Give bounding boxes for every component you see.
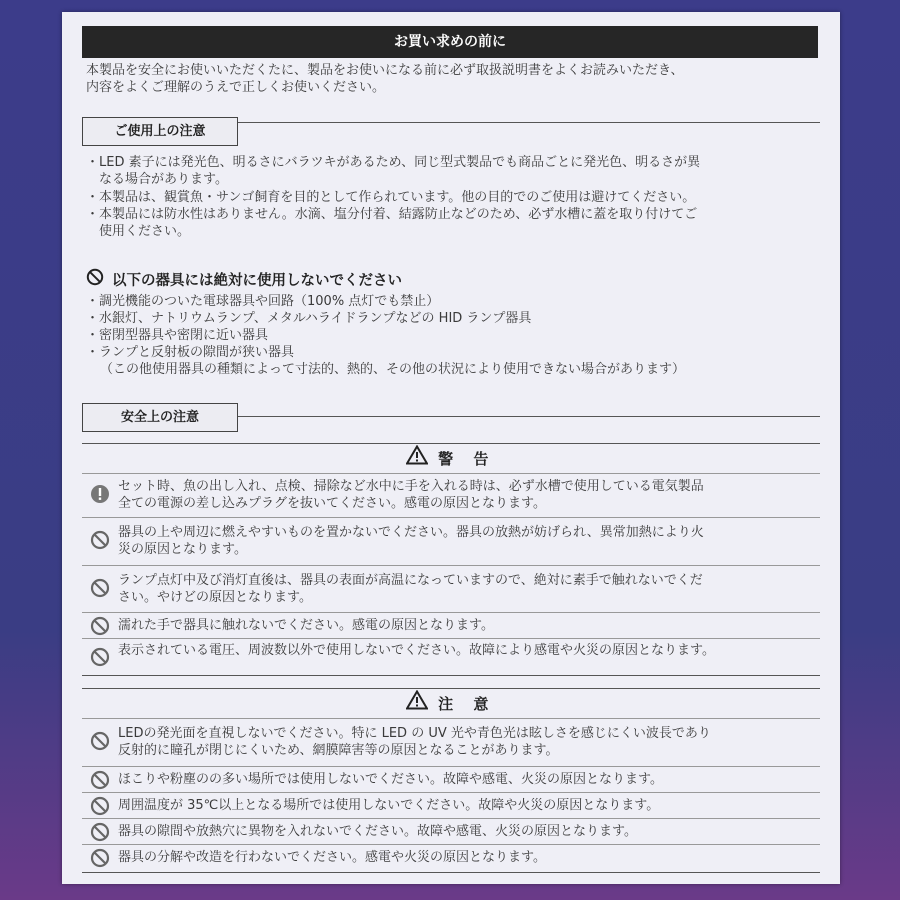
warning-title-text: 警 告 [438,450,496,468]
prohibition-icon [90,731,110,755]
caution-item: 器具の隙間や放熱穴に異物を入れないでください。故障や感電、火災の原因となります。 [82,818,820,845]
warning-box-top [82,443,820,444]
section-header-before-purchase: お買い求めの前に [82,26,818,58]
caution-box-bottom [82,872,820,873]
prohibition-icon [86,268,104,290]
exclamation-icon [90,484,110,508]
warning-box-bottom [82,675,820,676]
caution-title-text: 注 意 [438,695,496,713]
caution-item: 周囲温度が 35℃以上となる場所では使用しないでください。故障や火災の原因となります。 [82,792,820,819]
caution-item: LEDの発光面を直視しないでください。特に LED の UV 光や青色光は眩しさを感じにくい波長であり 反射的に瞳孔が閉じにくいため、網膜障害等の原因となることがあります。 [82,718,820,763]
instruction-sheet [62,12,840,884]
caution-item: 器具の分解や改造を行わないでください。感電や火災の原因となります。 [82,844,820,871]
prohibited-item: ・密閉型器具や密閉に近い器具 [86,328,269,343]
usage-item: ・LED 素子には発光色、明るさにバラツキがあるため、同じ型式製品でも商品ごとに発光色、明るさが異 なる場合があります。 [86,155,701,187]
caution-box-top [82,688,820,689]
safety-notes-label: 安全上の注意 [82,403,238,432]
prohibited-item: ・ランプと反射板の隙間が狭い器具 [86,345,295,360]
prohibited-heading-text: 以下の器具には絶対に使用しないでください [112,272,402,289]
warning-item: ランプ点灯中及び消灯直後は、器具の表面が高温になっていますので、絶対に素手で触れないでくだ さい。やけどの原因となります。 [82,565,820,610]
usage-item: ・本製品は、観賞魚・サンゴ飼育を目的として作られています。他の目的でのご使用は避けてください。 [86,190,696,205]
warning-item: 器具の上や周辺に燃えやすいものを置かないでください。器具の放熱が妨げられ、異常加熱により火 災の原因となります。 [82,517,820,562]
warning-triangle-icon [406,445,428,473]
warning-item: 表示されている電圧、周波数以外で使用しないでください。故障により感電や火災の原因となります。 [82,638,820,673]
prohibited-fixtures-heading [86,268,402,290]
prohibition-icon [90,796,110,820]
warning-item: 濡れた手で器具に触れないでください。感電の原因となります。 [82,612,820,639]
prohibition-icon [90,616,110,640]
prohibition-icon [90,647,110,671]
prohibition-icon [90,822,110,846]
usage-item: ・本製品には防水性はありません。水滴、塩分付着、結露防止などのため、必ず水槽に蓋を取り付けてご 使用ください。 [86,207,698,239]
prohibition-icon [90,848,110,872]
prohibition-icon [90,770,110,794]
prohibition-icon [90,530,110,554]
caution-title [82,691,820,717]
caution-item: ほこりや粉塵のの多い場所では使用しないでください。故障や感電、火災の原因となります。 [82,766,820,793]
warning-title [82,446,820,472]
usage-notes-label: ご使用上の注意 [82,117,238,146]
intro-paragraph: 本製品を安全にお使いいただくたに、製品をお使いになる前に必ず取扱説明書をよくお読みいただき、 内容をよくご理解のうえで正しくお使いください。 [86,63,684,95]
prohibited-note: （この他使用器具の種類によって寸法的、熱的、その他の状況により使用できない場合があります） [100,362,686,377]
prohibition-icon [90,578,110,602]
prohibited-item: ・調光機能のついた電球器具や回路（100% 点灯でも禁止） [86,294,440,309]
caution-triangle-icon [406,690,428,718]
warning-item: セット時、魚の出し入れ、点検、掃除など水中に手を入れる時は、必ず水槽で使用している電気製品 全ての電源の差し込みプラグを抜いてください。感電の原因となります。 [82,473,820,514]
prohibited-item: ・水銀灯、ナトリウムランプ、メタルハライドランプなどの HID ランプ器具 [86,311,532,326]
